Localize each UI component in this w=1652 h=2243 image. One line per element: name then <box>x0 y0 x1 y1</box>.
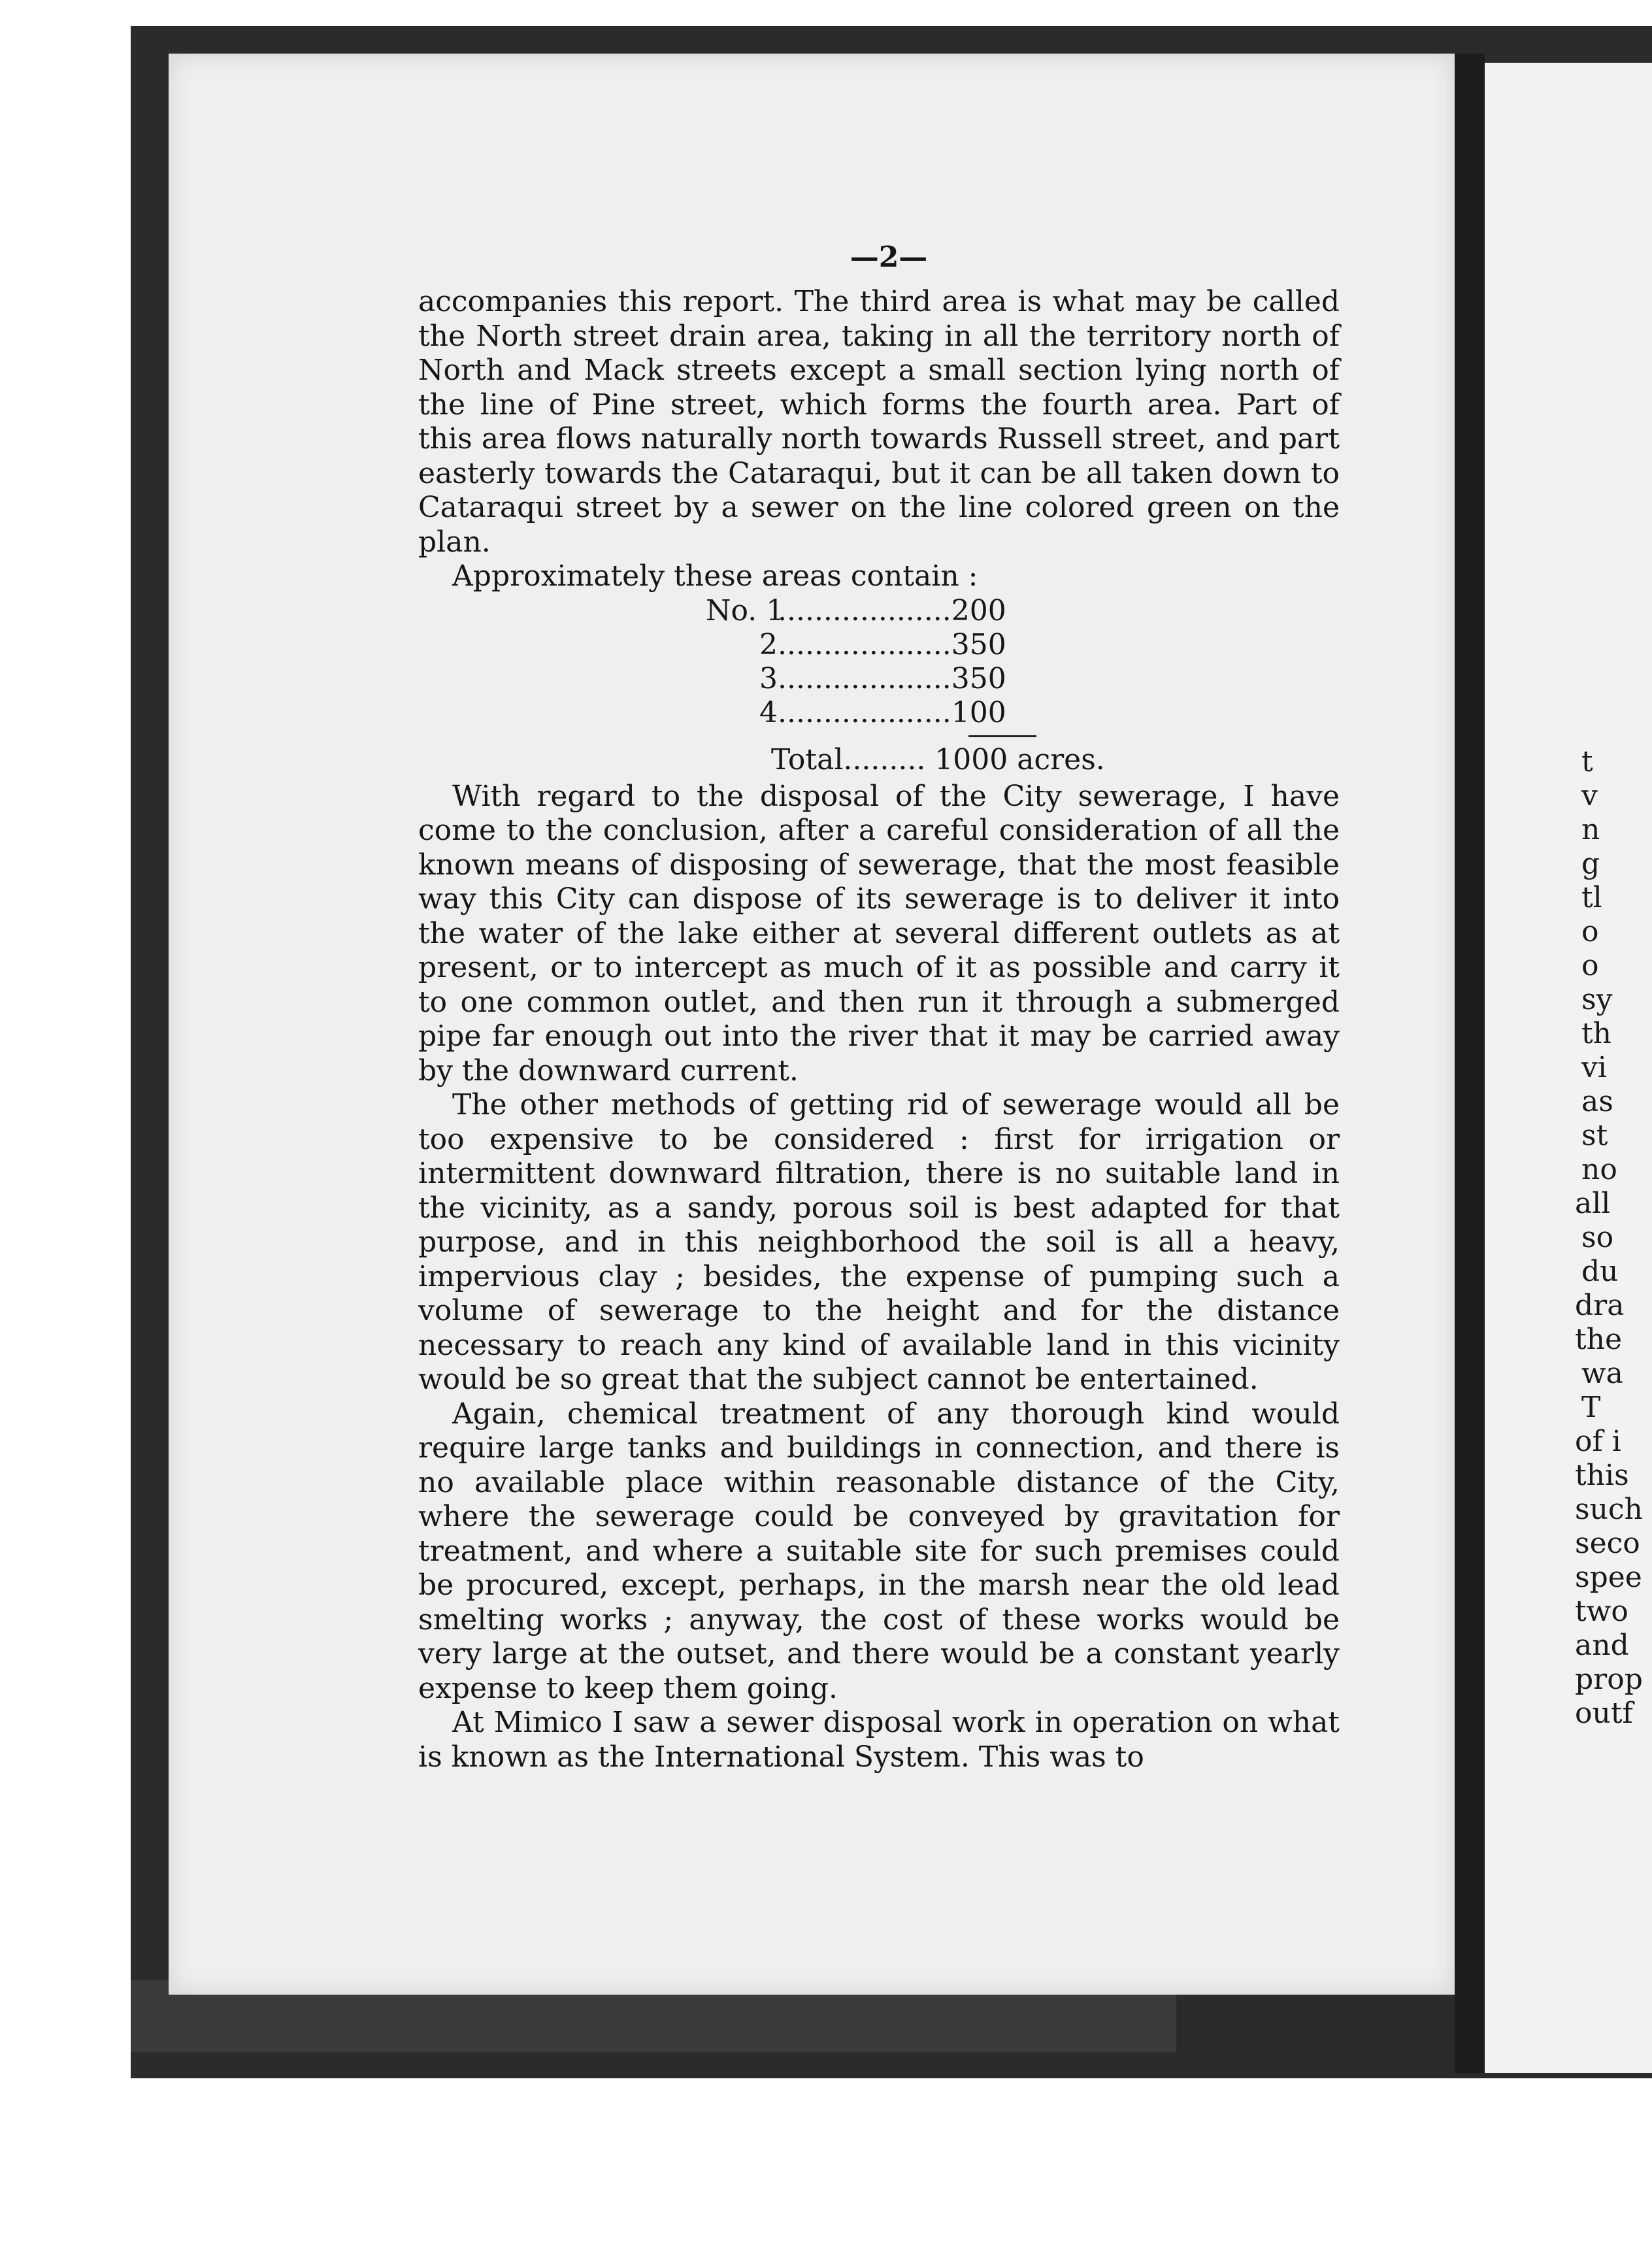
paragraph-5: At Mimico I saw a sewer disposal work in operation on what is known as the International System. This was to <box>418 1706 1340 1774</box>
area-leader-dots: ................... <box>778 661 951 695</box>
total-value: 1000 acres. <box>934 742 1105 776</box>
right-page-fragment: st <box>1581 1119 1608 1152</box>
right-page-fragment: prop <box>1575 1663 1643 1696</box>
area-row <box>706 662 1006 696</box>
right-page-fragment: v <box>1581 779 1598 812</box>
area-value: 100 <box>951 695 1006 729</box>
area-value: 350 <box>951 661 1006 695</box>
area-label: 2 <box>759 627 778 661</box>
right-page-fragment: dra <box>1575 1289 1625 1322</box>
right-page-fragment: T <box>1581 1391 1601 1424</box>
right-page-fragment: as <box>1581 1085 1613 1118</box>
right-page-fragment: outf <box>1575 1697 1633 1730</box>
total-rule <box>968 735 1036 737</box>
area-row <box>706 594 1006 628</box>
right-page-fragment: two <box>1575 1595 1628 1628</box>
total-label: Total <box>771 742 844 776</box>
right-page-fragment: o <box>1581 915 1599 948</box>
area-leader-dots: ................... <box>778 695 951 729</box>
area-row <box>706 696 1006 730</box>
page-number: —2— <box>850 241 928 274</box>
areas-table <box>418 594 1340 734</box>
total-leader-dots: ......... <box>843 742 926 776</box>
right-page-fragment: du <box>1581 1255 1619 1288</box>
right-page-fragment: g <box>1581 847 1600 880</box>
area-value: 200 <box>951 593 1006 627</box>
right-page-fragment: no <box>1581 1153 1617 1186</box>
right-page-fragment: spee <box>1575 1561 1642 1594</box>
paragraph-3: The other methods of getting rid of sewerage would all be too expensive to be considered : first for irrigation or intermittent downward filtration, there is no suitable land in the vicinity, as a sandy, porous soil is best adapted for that purpose, and in this neighborhood the soil is all a heavy, impervious clay ; besides, the expense of pumping such a volume of sewerage to the height and for the distance necessary to reach any kind of available land in this vicinity would be so great that the subject cannot be entertained. <box>418 1088 1340 1396</box>
paragraph-1: accompanies this report. The third area is what may be called the North street drain area, taking in all the territory north of North and Mack streets except a small section lying north of the line of Pine street, which forms the fourth area. Part of this area flows naturally north towards Russell street, and part easterly towards the Cataraqui, but it can be all taken down to Cataraqui street by a sewer on the line colored green on the plan. <box>418 285 1340 559</box>
right-page-fragment: vi <box>1581 1051 1607 1084</box>
right-page-fragment: all <box>1575 1187 1611 1220</box>
right-page-fragment: sy <box>1581 983 1613 1016</box>
text-column <box>418 242 1340 1774</box>
area-row <box>706 628 1006 662</box>
paragraph-4: Again, chemical treatment of any thorough kind would require large tanks and buildings in connection, and there is no available place within reasonable distance of the City, where the sewerage could be conveyed by gravitation for treatment, and where a suitable site for such premises could be procured, except, perhaps, in the marsh near the old lead smelting works ; anyway, the cost of these works would be very large at the outset, and there would be a constant yearly expense to keep them going. <box>418 1397 1340 1705</box>
right-page-fragment: such <box>1575 1493 1643 1526</box>
right-page-fragment: and <box>1575 1629 1629 1662</box>
area-leader-dots: ................... <box>778 593 951 627</box>
page-gutter <box>1455 54 1485 2073</box>
right-page-fragment: th <box>1581 1017 1612 1050</box>
right-page-fragment: tl <box>1581 881 1602 914</box>
area-label: No. 1 <box>706 593 785 627</box>
right-page-fragment: n <box>1581 813 1600 846</box>
right-page-fragment: this <box>1575 1459 1629 1492</box>
right-page-fragment: t <box>1581 745 1593 778</box>
area-leader-dots: ................... <box>778 627 951 661</box>
right-page-fragment: of i <box>1575 1425 1621 1458</box>
areas-heading: Approximately these areas contain : <box>452 559 978 593</box>
area-label: 4 <box>759 695 778 729</box>
right-page-text <box>1575 745 1652 1731</box>
area-label: 3 <box>759 661 778 695</box>
total-line <box>418 743 1340 780</box>
area-value: 350 <box>951 627 1006 661</box>
paragraph-2: With regard to the disposal of the City sewerage, I have come to the conclusion, after a careful consideration of all the known means of disposing of sewerage, that the most feasible way this City can dispose of its sewerage is to deliver it into the water of the lake either at several different outlets as at present, or to intercept as much of it as possible and carry it to one common outlet, and then run it through a submerged pipe far enough out into the river that it may be carried away by the downward current. <box>418 779 1340 1088</box>
right-page-fragment: so <box>1581 1221 1614 1254</box>
right-page-fragment: seco <box>1575 1527 1640 1560</box>
right-page-fragment: wa <box>1581 1357 1623 1390</box>
right-page-fragment: o <box>1581 949 1599 982</box>
right-page-fragment: the <box>1575 1323 1623 1356</box>
